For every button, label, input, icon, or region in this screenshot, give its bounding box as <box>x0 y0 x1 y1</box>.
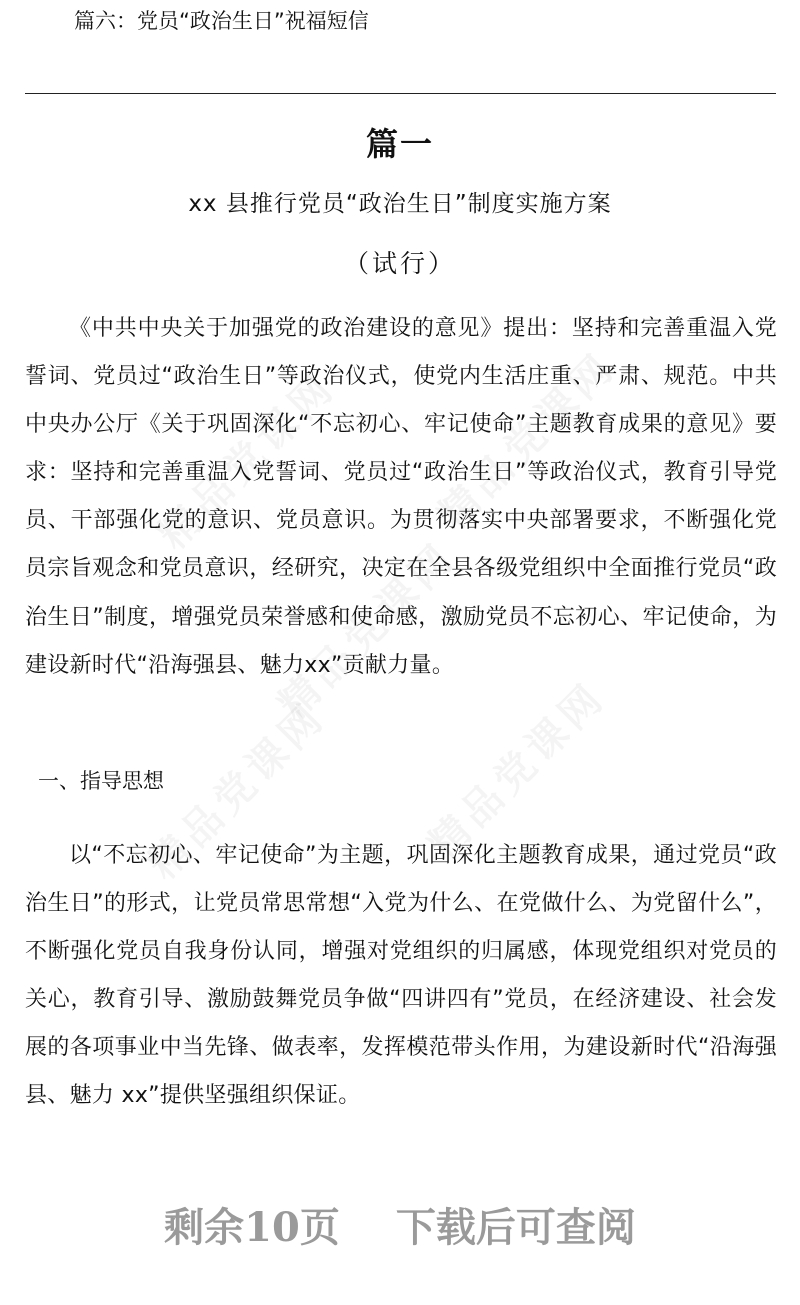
download-prompt-text[interactable]: 下载后可查阅 <box>395 1204 636 1251</box>
toc-entry[interactable]: 篇六：党员“政治生日”祝福短信 <box>74 9 369 33</box>
section-heading: 一、指导思想 <box>38 769 164 793</box>
part-title: 篇一 <box>365 125 434 163</box>
section-paragraph: 以“不忘初心、牢记使命”为主题，巩固深化主题教育成果，通过党员“政治生日”的形式，让党员常思常想“入党为什么、在党做什么、为党留什么”，不断强化党员自我身份认同，增强对党组织的归属感，体现党组织对党员的关心，教育引导、激励鼓舞党员争做“四讲四有”党员，在经济建设、社会发展的各项事业中当先锋、做表率，发挥模范带头作用，为建设新时代“沿海强县、魅力 xx”提供坚强组织保证。 <box>25 843 777 1109</box>
download-banner[interactable] <box>0 1200 800 1256</box>
document-subtitle: （试行） <box>343 249 456 278</box>
remaining-pages-text: 剩余10页 <box>164 1204 340 1251</box>
intro-paragraph: 《中共中央关于加强党的政治建设的意见》提出：坚持和完善重温入党誓词、党员过“政治生日”等政治仪式，使党内生活庄重、严肃、规范。中共中央办公厅《关于巩固深化“不忘初心、牢记使命”主题教育成果的意见》要求：坚持和完善重温入党誓词、党员过“政治生日”等政治仪式，教育引导党员、干部强化党的意识、党员意识。为贯彻落实中央部署要求，不断强化党员宗旨观念和党员意识，经研究，决定在全县各级党组织中全面推行党员“政治生日”制度，增强党员荣誉感和使命感，激励党员不忘初心、牢记使命，为建设新时代“沿海强县、魅力xx”贡献力量。 <box>25 316 777 678</box>
horizontal-divider <box>25 93 776 94</box>
document-title: xx 县推行党员“政治生日”制度实施方案 <box>188 191 612 217</box>
